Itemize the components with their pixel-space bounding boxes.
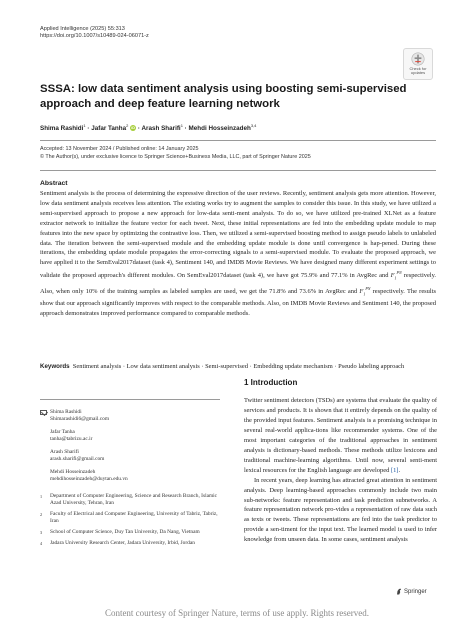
paper-title: SSSA: low data sentiment analysis using boosting semi-supervised approach and deep feature learning network — [40, 83, 407, 110]
abstract-segment: respectively. The results show that our approach significantly improves with respect to the comparable methods. Also, on IMDB Movie Reviews and Sentiment 140, the proposed approach demonstrates improved performance compared to comparable methods. — [40, 287, 436, 317]
section-heading-introduction: 1 Introduction — [244, 378, 298, 387]
crossmark-icon — [411, 52, 425, 66]
author-name[interactable]: Shima Rashidi — [40, 125, 84, 133]
publication-dates — [40, 146, 311, 161]
affiliation-item — [40, 493, 220, 507]
paragraph-text: . — [398, 466, 401, 474]
contact-name: Arash Sharifi — [50, 449, 79, 455]
mail-icon — [40, 410, 47, 415]
contact-email[interactable]: arash.sharifi@gmail.com — [50, 456, 105, 462]
orcid-icon[interactable]: iD — [131, 126, 136, 131]
author-separator: · — [182, 125, 189, 133]
contact-email[interactable]: tanha@tabrizu.ac.ir — [50, 436, 93, 442]
affiliation-number: 3 — [40, 530, 43, 535]
author-name[interactable]: Arash Sharifi — [141, 125, 181, 133]
affiliation-number: 4 — [40, 541, 43, 546]
badge-line2: updates — [410, 70, 426, 76]
courtesy-footer: Content courtesy of Springer Nature, terms of use apply. Rights reserved. — [104, 608, 370, 618]
check-for-updates-badge[interactable] — [403, 48, 433, 80]
affiliation-number: 2 — [40, 512, 43, 517]
introduction-text — [244, 396, 437, 545]
divider — [40, 170, 436, 171]
author-separator: · — [85, 125, 92, 133]
keywords — [40, 362, 436, 372]
abstract-segment: respectively. Also, when only 10% of the training samples as labeled samples are used, we get the 71.8% and 73.6% in AvgRec and — [40, 272, 437, 295]
contact-name: Mehdi Hosseinzadeh — [50, 469, 96, 475]
contact-name: Jafar Tanha — [50, 429, 75, 435]
citation-link[interactable]: [1] — [390, 466, 399, 474]
author-affiliation-sup: 2 — [126, 123, 129, 128]
author-affiliation-sup: 1 — [83, 123, 86, 128]
affiliation-text: Jadara University Research Center, Jadara University, Irbid, Jordan — [50, 540, 195, 546]
publisher-name: Springer — [404, 588, 427, 595]
affiliation-text: School of Computer Science, Duy Tan University, Da Nang, Vietnam — [50, 529, 200, 535]
contact-block — [40, 409, 220, 483]
affiliation-item — [40, 529, 220, 536]
journal-info — [40, 26, 149, 41]
keywords-label: Keywords — [40, 363, 70, 370]
affiliation-text: Faculty of Electrical and Computer Engineering, University of Tabriz, Tabriz, Iran — [50, 511, 218, 524]
contact-email[interactable]: Shimarashidi6@gmail.com — [50, 416, 110, 422]
affiliation-item — [40, 540, 220, 547]
paragraph — [244, 396, 437, 476]
badge-line1: Check for — [409, 66, 427, 71]
springer-horse-icon — [396, 588, 402, 595]
abstract-text: Sentiment analysis is the process of determining the expressive direction of the user reviews. Recently, sentiment analysis gets more attention. However, low data sentiment analysis receives less attention. The existing works try to augment the samples to consider this issue. In this study, we have utilized a semi-supervised approach to propose a new approach for low-data senti-ment analysis. To do so, we have utilized pre-trained XLNet as a feature extractor network to initialize the feature vector for each tweet. Next, these initial representations are fed into the embedding update module to map features into the new space by optimizing the contrastive loss. Then, we utilized a semi-supervised boosting method to assign pseudo labels to unlabeled data. The iteration between the semi-supervised module and the embedding update module is done until convergence is hap-pened. During these iterations, the embedding update module propagates the error-correcting signals to a semi-supervised module. To evaluate the proposed approach, we have applied it to the SemEval2017dataset (task 4), Sentiment 140, and IMDB Movie Reviews. We have designed many different experiment settings to validate the proposed approach's different modules. On SemEval2017dataset (task 4), we have got 75.9% and 77.1% in AvgRec and $F_1^{PN}$ respectively. Also, when only 10% of the training samples as labeled samples are used, we get the 71.8% and 73.6% in AvgRec and $F_1^{PN}$ respectively. The results show that our approach significantly improves with respect to the comparable methods. Also, on IMDB Movie Reviews and Sentiment 140, the proposed approach demonstrates improved performance compared to comparable methods. — [40, 190, 437, 317]
author-affiliation-sup: 1 — [180, 123, 183, 128]
doi-link[interactable]: https://doi.org/10.1007/s10489-024-06071-z — [40, 33, 149, 40]
author-list — [40, 123, 256, 132]
paragraph: In recent years, deep learning has attracted great attention in sentiment analysis. Deep learning-based approaches commonly include two main sub-networks: feature representation and task prediction subnetworks. A feature representation network pro-vides a representation of raw data such as texts or tweets. These representations are fed into the task predictor to provide a sen-timent for the input text. The learned model is used to infer knowledge from unseen data. In some cases, sentiment analysis — [244, 476, 437, 544]
dates-line: Accepted: 13 November 2024 / Published online: 14 January 2025 — [40, 146, 199, 152]
springer-logo — [396, 588, 427, 595]
author-name[interactable]: Mehdi Hosseinzadeh — [188, 125, 251, 133]
abstract-heading: Abstract — [40, 180, 68, 187]
author-name[interactable]: Jafar Tanha — [91, 125, 127, 133]
affiliation-text: Department of Computer Engineering, Science and Research Branch, Islamic Azad University, Tehran, Iran — [50, 493, 218, 506]
abstract-segment: Sentiment analysis is the process of determining the expressive direction of the user reviews. Recently, sentiment analysis gets more attention. However, low data sentiment analysis receives less attention. The existing works try to augment the samples to consider this issue. In this study, we have utilized a semi-supervised approach to propose a new approach for low-data senti-ment analysis. To do so, we have utilized pre-trained XLNet as a feature extractor network to initialize the feature vector for each tweet. Next, these initial representations are fed into the embedding update module to map features into the new space by optimizing the contrastive loss. Then, we utilized a semi-supervised boosting method to assign pseudo labels to unlabeled data. The iteration between the semi-supervised module and the embedding update module is done until convergence is hap-pened. During these iterations, the embedding update module propagates the error-correcting signals to a semi-supervised module. To evaluate the proposed approach, we have applied it to the SemEval2017dataset (task 4), Sentiment 140, and IMDB Movie Reviews. We have designed many different experiment settings to validate the proposed approach's different modules. On SemEval2017dataset (task 4), we have got 75.9% and 77.1% in AvgRec and — [40, 190, 436, 280]
affiliation-number: 1 — [40, 494, 43, 499]
paragraph-text: Twitter sentiment detectors (TSDs) are systems that evaluate the quality of services and products. It is shown that it entirely depends on the quality of the provided input features. Sentiment analysis is a promising technique in several real-world applica-tions like recommender systems. One of the most important categories of the traditional approaches in sentiment analysis is dictionary-based methods. These methods utilize lexicons and traditional machine-learning algorithms. Until now, several senti-ment lexical resources for the English language are developed — [244, 397, 437, 474]
affiliation-item — [40, 511, 220, 525]
contact-name: Shima Rashidi — [50, 409, 82, 415]
keywords-list: Sentiment analysis · Low data sentiment analysis · Semi-supervised · Embedding update mechanism · Pseudo labeling approach — [72, 363, 405, 370]
author-affiliation-sup: 3,4 — [250, 123, 257, 128]
f1-metric: F — [359, 287, 364, 295]
f1-metric: F — [390, 272, 395, 280]
copyright-line: © The Author(s), under exclusive licence to Springer Science+Business Media, LLC, part of Springer Nature 2025 — [40, 153, 311, 160]
divider — [40, 140, 436, 141]
author-separator: · — [136, 125, 142, 133]
journal-name: Applied Intelligence (2025) 55:313 — [40, 26, 125, 32]
divider — [40, 399, 220, 400]
contact-email[interactable]: mehdihosseinzadeh@duytan.edu.vn — [50, 476, 128, 482]
author-contact-sidebar — [40, 409, 220, 551]
